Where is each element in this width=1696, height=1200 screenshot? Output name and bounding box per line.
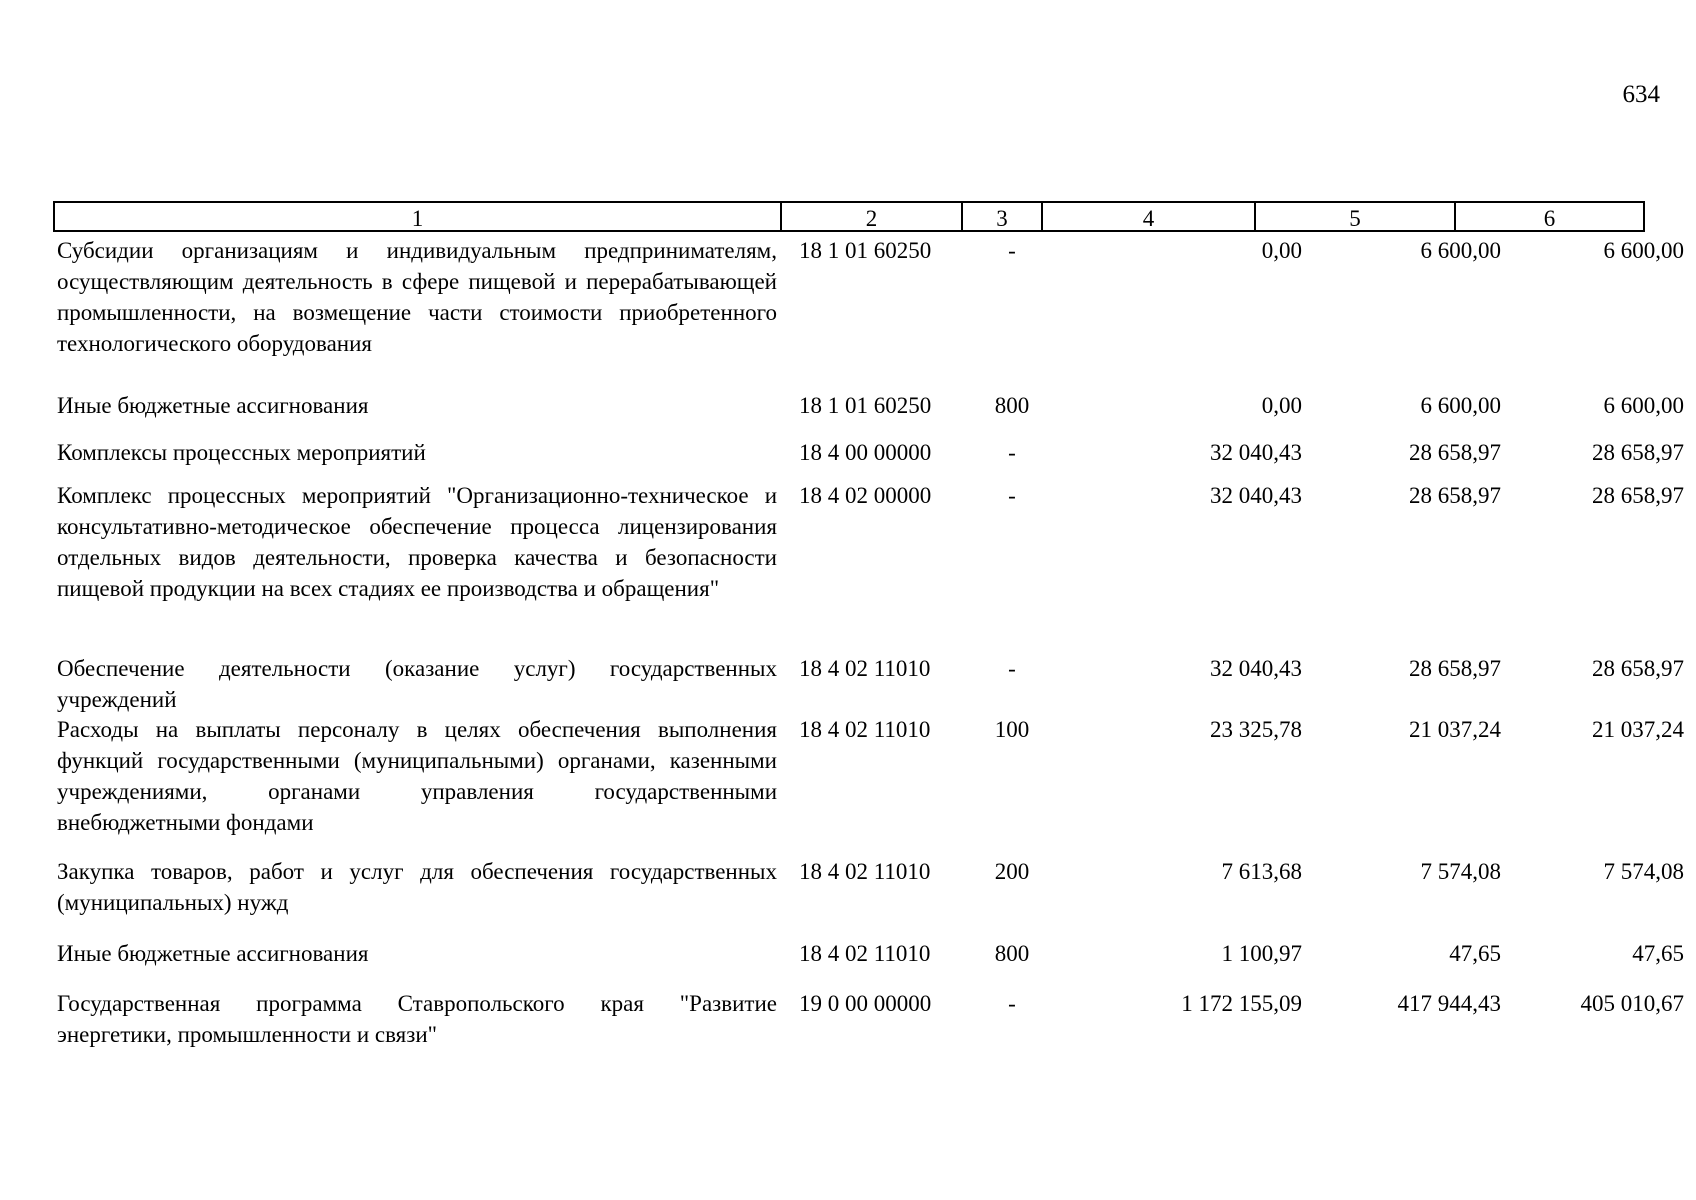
row-value-6: 405 010,67	[1580, 991, 1684, 1016]
row-code: 18 4 02 11010	[799, 859, 931, 884]
row-value-4: 32 040,43	[1210, 440, 1302, 465]
table-header	[53, 201, 1645, 232]
row-name: Расходы на выплаты персоналу в целях обеспечения выполнения функций государственными (муниципальными) органами, казенными учреждениями, органами управления государственными внебюджетными фондами	[57, 717, 777, 835]
row-code: 18 4 02 11010	[799, 717, 931, 742]
row-name: Комплексы процессных мероприятий	[57, 440, 426, 465]
row-type: 800	[994, 393, 1030, 418]
row-value-5: 6 600,00	[1420, 238, 1501, 263]
row-name: Государственная программа Ставропольского края "Развитие энергетики, промышленности и связи"	[57, 991, 777, 1047]
row-code: 18 4 02 00000	[799, 483, 932, 508]
row-name: Иные бюджетные ассигнования	[57, 941, 369, 966]
row-value-6: 6 600,00	[1603, 238, 1684, 263]
row-value-4: 1 100,97	[1221, 941, 1302, 966]
row-code: 18 1 01 60250	[799, 393, 932, 418]
row-value-4: 7 613,68	[1221, 859, 1302, 884]
row-value-4: 32 040,43	[1210, 656, 1302, 681]
row-value-6: 7 574,08	[1603, 859, 1684, 884]
row-value-4: 0,00	[1261, 238, 1302, 263]
header-col-4: 4	[1043, 203, 1256, 230]
row-type: -	[1008, 238, 1016, 263]
row-value-6: 21 037,24	[1592, 717, 1684, 742]
row-value-6: 28 658,97	[1592, 483, 1684, 508]
row-type: -	[1008, 991, 1016, 1016]
row-type: 800	[994, 941, 1030, 966]
row-name: Субсидии организациям и индивидуальным предпринимателям, осуществляющим деятельность в сфере пищевой и перерабатывающей промышленности, на возмещение части стоимости приобретенного технологического оборудования	[57, 238, 777, 356]
header-col-1: 1	[55, 203, 782, 230]
header-col-6: 6	[1543, 206, 1556, 231]
row-value-5: 28 658,97	[1409, 656, 1501, 681]
row-type: -	[1008, 440, 1016, 465]
row-value-6: 28 658,97	[1592, 440, 1684, 465]
row-name: Обеспечение деятельности (оказание услуг) государственных учреждений	[57, 656, 777, 712]
row-type: 200	[994, 859, 1030, 884]
row-value-4: 32 040,43	[1210, 483, 1302, 508]
row-value-5: 7 574,08	[1420, 859, 1501, 884]
header-col-5: 5	[1256, 203, 1456, 230]
row-value-5: 28 658,97	[1409, 440, 1501, 465]
row-name: Иные бюджетные ассигнования	[57, 393, 369, 418]
row-code: 18 4 00 00000	[799, 440, 932, 465]
header-col-2: 2	[782, 203, 963, 230]
row-name: Комплекс процессных мероприятий "Организационно-техническое и консультативно-методическое обеспечение процесса лицензирования отдельных видов деятельности, проверка качества и безопасности пищевой продукции на всех стадиях ее производства и обращения"	[57, 483, 777, 601]
row-code: 18 4 02 11010	[799, 656, 931, 681]
row-value-4: 23 325,78	[1210, 717, 1302, 742]
row-value-5: 28 658,97	[1409, 483, 1501, 508]
row-value-5: 6 600,00	[1420, 393, 1501, 418]
row-value-6: 28 658,97	[1592, 656, 1684, 681]
row-type: -	[1008, 483, 1016, 508]
header-col-3: 3	[963, 203, 1043, 230]
row-code: 19 0 00 00000	[799, 991, 932, 1016]
page-number: 634	[1622, 81, 1660, 108]
row-value-6: 6 600,00	[1603, 393, 1684, 418]
row-name: Закупка товаров, работ и услуг для обеспечения государственных (муниципальных) нужд	[57, 859, 777, 915]
row-value-5: 417 944,43	[1397, 991, 1501, 1016]
row-code: 18 1 01 60250	[799, 238, 932, 263]
row-value-5: 21 037,24	[1409, 717, 1501, 742]
row-value-5: 47,65	[1449, 941, 1501, 966]
row-value-4: 0,00	[1261, 393, 1302, 418]
row-type: -	[1008, 656, 1016, 681]
row-code: 18 4 02 11010	[799, 941, 931, 966]
row-type: 100	[994, 717, 1030, 742]
row-value-4: 1 172 155,09	[1181, 991, 1302, 1016]
row-value-6: 47,65	[1632, 941, 1684, 966]
